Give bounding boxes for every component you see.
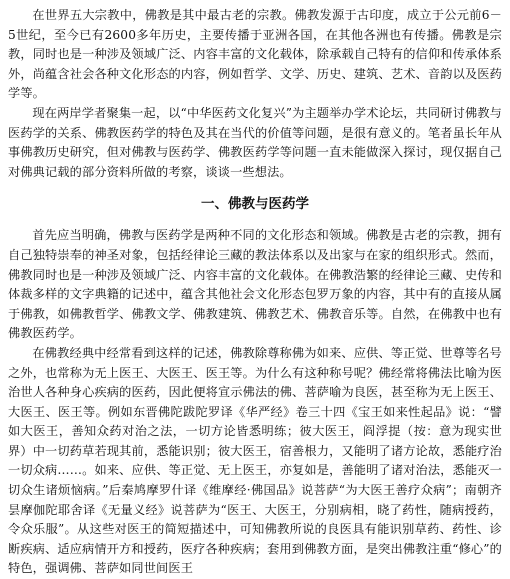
intro-paragraph-1: 在世界五大宗教中，佛教是其中最古老的宗教。佛教发源于古印度，成立于公元前6－5世纪，至今已有2600多年历史，主要传播于亚洲各国，在其他各洲也有传播。佛教是宗教，同时也是一种涉及领域广泛、内容丰富的文化载体，除承载自己特有的信仰和传承体系外，尚蕴含社会各种文化形态的内容，例如哲学、文学、历史、建筑、艺术、音韵以及医药学等。	[8, 8, 502, 101]
section-paragraph-1: 首先应当明确，佛教与医药学是两种不同的文化形态和领域。佛教是古老的宗教，拥有自己独特崇奉的神圣对象，包括经律论三藏的教法体系以及出家与在家的组织形式。然而，佛教同时也是一种涉及领域广泛、内容丰富的文化载体。在佛教浩繁的经律论三藏、史传和体裁多样的文字典籍的记述中，蕴含其他社会文化形态包罗万象的内容，其中有的直接从属于佛教，如佛教哲学、佛教文学、佛教建筑、佛教艺术、佛教音乐等。自然，在佛教中也有佛教医药学。	[8, 228, 502, 341]
section-paragraph-2: 在佛教经典中经常看到这样的记述，佛教除尊称佛为如来、应供、等正觉、世尊等名号之外，也常称为无上医王、大医王、医王等。为什么有这种称号呢？佛经常将佛法比喻为医治世人各种身心疾病的医药，因此便将宣示佛法的佛、菩萨喻为良医，甚至称为无上医王、大医王、医王等。例如东晋佛陀跋陀罗译《华严经》卷三十四《宝王如来性起品》说：“譬如大医王，善知众药对治之法，一切方论皆悉明练；彼大医王，阎浮提（按：意为现实世界）中一切药草若现其前，悉能识别；彼大医王，宿善根力，又能明了诸方论故，悉能疗治一切众病……。如来、应供、等正觉、无上医王，亦复如是，善能明了诸对治法，悉能灭一切众生诸烦恼病。”后秦鸠摩罗什译《维摩经·佛国品》说菩萨“为大医王善疗众病”；南朝齐昙摩伽陀耶舍译《无量义经》说菩萨为“医王、大医王，分别病相，晓了药性，随病授药，令众乐服”。从这些对医王的简短描述中，可知佛教所说的良医具有能识别草药、药性、诊断疾病、适应病情开方和授药，医疗各种疾病；套用到佛教方面，是突出佛教注重“修心”的特色，强调佛、菩萨如同世间医王	[8, 345, 502, 576]
intro-paragraph-2: 现在两岸学者聚集一起，以“中华医药文化复兴”为主题举办学术论坛，共同研讨佛教与医药学的关系、佛教医药学的特色及其在当代的价值等问题，是很有意义的。笔者虽长年从事佛教历史研究，但对佛教与医药学、佛教医药学等问题一直未能做深入探讨，现仅据自己对佛典记载的部分资料所做的考察，谈谈一些想法。	[8, 105, 502, 179]
section-heading: 一、佛教与医药学	[201, 196, 309, 213]
